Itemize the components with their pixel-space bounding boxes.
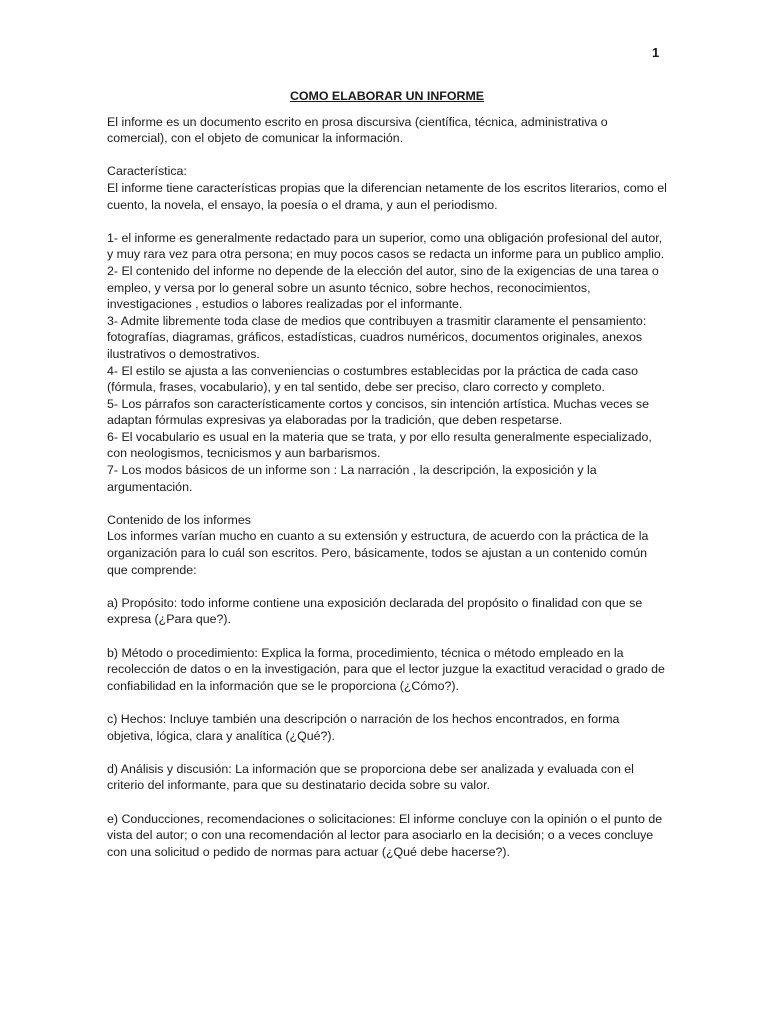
- lettered-item: a) Propósito: todo informe contiene una exposición declarada del propósito o finalidad con que se expresa (¿Para que?).: [107, 595, 643, 627]
- contenido-section: [107, 512, 667, 578]
- lettered-item: d) Análisis y discusión: La información que se proporciona debe ser analizada y evaluada con el criterio del informante, para que su destinatario decida sobre su valor.: [107, 761, 634, 793]
- lettered-item: b) Método o procedimiento: Explica la forma, procedimiento, técnica o método empleado en la recolección de datos o en la investigación, para que el lector juzgue la exactitud veracidad o grado de confiabilidad en la información que se le proporciona (¿Cómo?).: [107, 645, 665, 693]
- caracteristica-text: El informe tiene características propias que la diferencian netamente de los escritos literarios, como el cuento, la novela, el ensayo, la poesía o el drama, y aun el periodismo.: [107, 180, 667, 212]
- numbered-item: 2- El contenido del informe no depende de la elección del autor, sino de la exigencias de una tarea o empleo, y versa por lo general sobre un asunto técnico, sobre hechos, reconocimientos, investigaciones , estudios o labores realizadas por el informante.: [107, 263, 659, 312]
- numbered-item: 4- El estilo se ajusta a las conveniencias o costumbres establecidas por la práctica de cada caso (fórmula, frases, vocabulario), y en tal sentido, debe ser preciso, claro correcto y completo.: [107, 363, 639, 395]
- lettered-item: c) Hechos: Incluye también una descripción o narración de los hechos encontrados, en forma objetiva, lógica, clara y analítica (¿Qué?).: [107, 711, 620, 743]
- page-number: 1: [652, 45, 660, 60]
- contenido-heading: Contenido de los informes: [107, 512, 251, 527]
- document-body: [107, 88, 667, 877]
- document-title: COMO ELABORAR UN INFORME: [289, 89, 485, 103]
- numbered-item: 5- Los párrafos son característicamente cortos y concisos, sin intención artística. Muchas veces se adaptan fórmulas expresivas ya elaboradas por la tradición, que deben respetarse.: [107, 396, 649, 428]
- caracteristica-section: [107, 163, 667, 213]
- caracteristica-heading: Característica:: [107, 164, 187, 179]
- numbered-item: 3- Admite libremente toda clase de medios que contribuyen a trasmitir claramente el pensamiento: fotografías, diagramas, gráficos, estadísticas, cuadros numéricos, documentos originales, anexos ilustrativos o demostrativos.: [107, 313, 647, 361]
- numbered-list: [107, 230, 667, 496]
- numbered-item: 6- El vocabulario es usual en la materia que se trata, y por ello resulta generalmente especializado, con neologismos, tecnicismos y aun barbarismos.: [107, 429, 652, 461]
- numbered-item: 1- el informe es generalmente redactado para un superior, como una obligación profesional del autor, y muy rara vez para otra persona; en muy pocos casos se redacta un informe para un publico amplio.: [107, 230, 665, 262]
- contenido-text: Los informes varían mucho en cuanto a su extensión y estructura, de acuerdo con la práctica de la organización para lo cuál son escritos. Pero, básicamente, todos se ajustan a un contenido común que comprende:: [107, 529, 649, 577]
- numbered-item: 7- Los modos básicos de un informe son : La narración , la descripción, la exposición y la argumentación.: [107, 463, 597, 494]
- lettered-item: e) Conducciones, recomendaciones o solicitaciones: El informe concluye con la opinión o el punto de vista del autor; o con una recomendación al lector para asociarlo en la decisión; o a veces concluye con una solicitud o pedido de normas para actuar (¿Qué debe hacerse?).: [107, 811, 663, 859]
- intro-paragraph: El informe es un documento escrito en prosa discursiva (científica, técnica, administrativa o comercial), con el objeto de comunicar la información.: [107, 114, 608, 146]
